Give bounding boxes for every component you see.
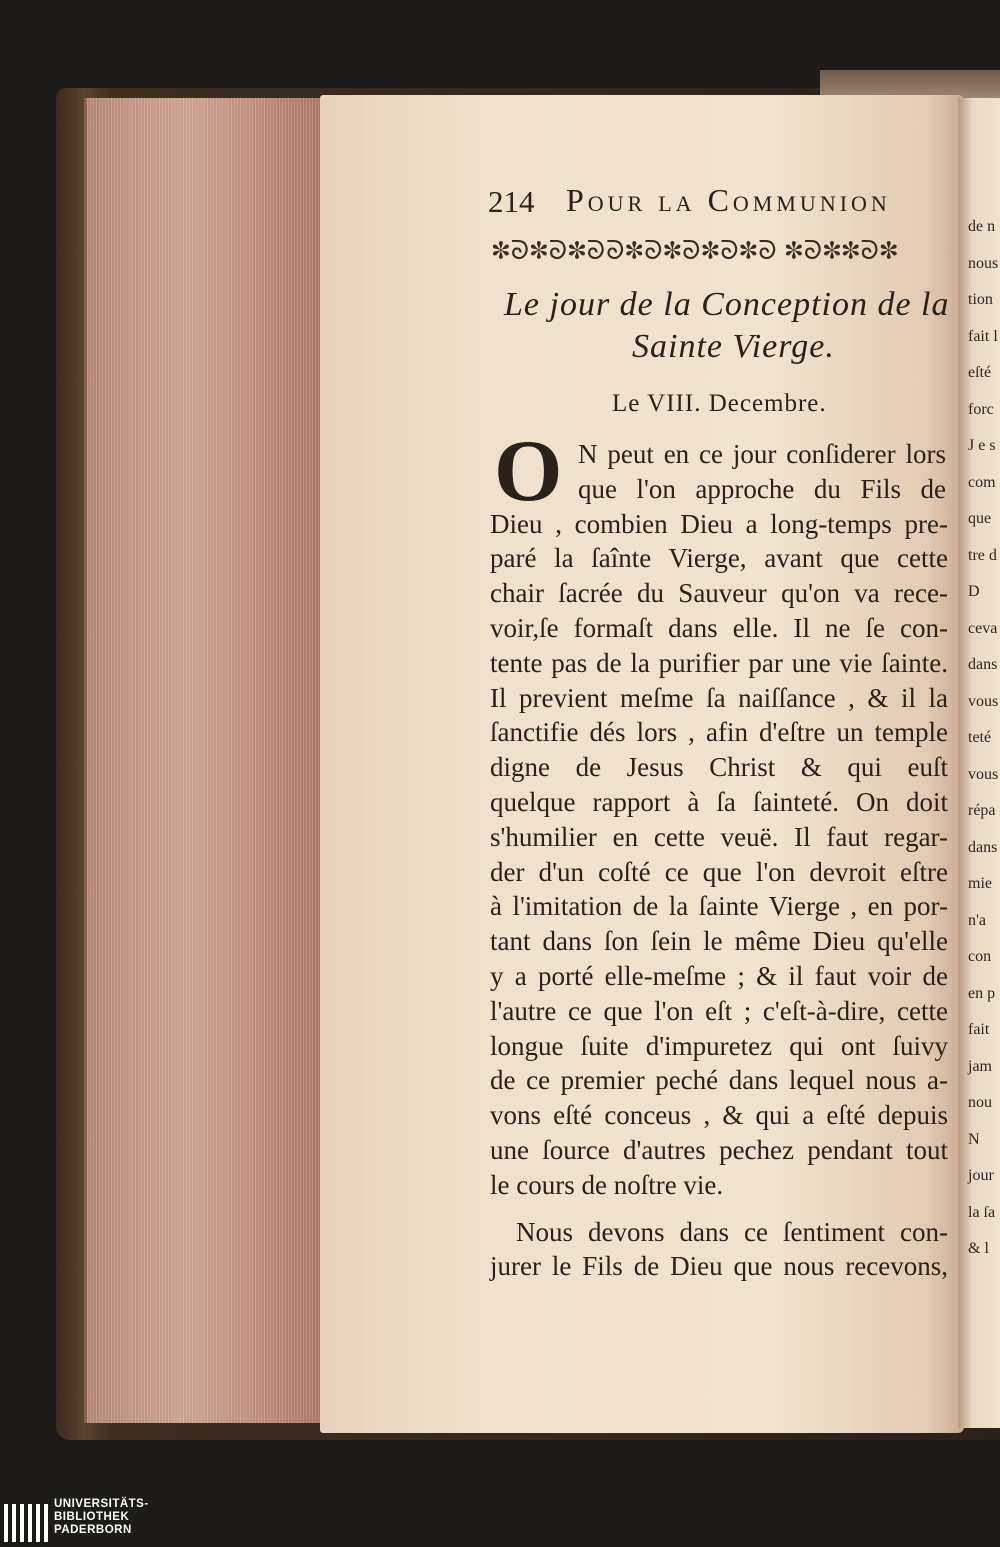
chapter-title-line-1: Le jour de la Conception de la	[504, 286, 950, 323]
facing-page-fragment: J e s	[968, 437, 996, 454]
facing-page	[958, 98, 1000, 1428]
facing-page-fragment: tion	[968, 291, 993, 308]
footer-bar	[0, 1500, 1000, 1547]
facing-page-fragment: répa	[968, 802, 996, 819]
facing-page-fragment: fait l	[968, 327, 998, 345]
page-block-edge	[84, 98, 327, 1423]
ornament-band: ✽ᘐ✽ᘐ✽ᘐᘐ✽ᘐ✽ᘐ✽ᘐ✽ᘐ ✽ᘐ✽✽ᘐ✽	[492, 236, 899, 265]
body-line: tente pas de la purifier par une vie ſainte.	[490, 647, 948, 678]
body-line: l'autre ce que l'on eſt ; c'eſt-à-dire, cette	[490, 995, 948, 1026]
facing-page-fragment: & l	[968, 1240, 989, 1257]
body-line: Dieu , combien Dieu a long-temps pre-	[490, 508, 948, 539]
body-line: digne de Jesus Christ & qui euſt	[490, 752, 948, 783]
facing-page-fragment: D	[968, 583, 980, 600]
body-line: le cours de noſtre vie.	[490, 1169, 724, 1200]
body-line: que l'on approche du Fils de	[578, 473, 946, 504]
library-logo-icon	[2, 1498, 50, 1544]
running-head: Pour la Communion	[566, 182, 891, 218]
facing-page-fragment: vous	[968, 692, 999, 710]
facing-page-fragment: com	[968, 473, 996, 491]
facing-page-fragment: n'a	[968, 911, 986, 929]
facing-page-fragment: mie	[968, 875, 992, 892]
facing-page-fragment: de n	[968, 218, 996, 235]
facing-page-fragment: ceva	[968, 619, 998, 637]
cover-top-strip	[820, 70, 1000, 98]
facing-page-fragment: nou	[968, 1094, 992, 1111]
page-number: 214	[488, 184, 535, 219]
body-line: quelque rapport à ſa ſainteté. On doit	[490, 787, 948, 817]
body-line: Nous devons dans ce ſentiment con-	[516, 1216, 948, 1247]
facing-page-fragment: la ſa	[968, 1203, 996, 1221]
body-line: une ſource d'autres pechez pendant tout	[490, 1135, 948, 1165]
facing-page-fragment: dans	[968, 838, 998, 856]
facing-page-fragment: con	[968, 948, 992, 965]
facing-page-fragment: vous	[968, 765, 999, 783]
facing-page-fragment: en p	[968, 984, 996, 1002]
facing-page-fragment: que	[968, 510, 992, 527]
body-line: voir,ſe formaſt dans elle. Il ne ſe con-	[490, 613, 948, 643]
body-line: y a porté elle-meſme ; & il faut voir de	[490, 961, 948, 991]
drop-cap: O	[494, 423, 563, 520]
body-line: à l'imitation de la ſainte Vierge , en por-	[490, 891, 948, 922]
facing-page-fragment: forc	[968, 400, 994, 418]
facing-page-fragment: jam	[968, 1057, 992, 1075]
facing-page-fragment: nous	[968, 254, 999, 272]
body-line: der d'un coſté ce que l'on devroit eſtre	[490, 856, 948, 887]
body-line: chair ſacrée du Sauveur qu'on va rece-	[490, 578, 948, 609]
facing-page-fragment: jour	[968, 1167, 994, 1184]
body-line: paré la ſaînte Vierge, avant que cette	[490, 543, 948, 574]
facing-page-fragment: dans	[968, 656, 998, 673]
body-line: jurer le Fils de Dieu que nous recevons,	[490, 1251, 948, 1282]
chapter-date: Le VIII. Decembre.	[612, 390, 827, 417]
facing-page-fragment: fait	[968, 1021, 990, 1038]
body-line: s'humilier en cette veuë. Il faut regar-	[490, 821, 948, 852]
body-line: vons eſté conceus , & qui a eſté depuis	[490, 1100, 948, 1131]
body-line: de ce premier peché dans lequel nous a-	[490, 1065, 948, 1096]
chapter-title-line-2: Sainte Vierge.	[632, 328, 835, 365]
facing-page-fragment: tre d	[968, 546, 997, 564]
body-line: longue ſuite d'impuretez qui ont ſuivy	[490, 1030, 948, 1061]
facing-page-fragment: N	[968, 1130, 980, 1148]
facing-page-fragment: eſté	[968, 364, 992, 381]
body-line: Il previent meſme ſa naiſſance , & il la	[490, 682, 948, 713]
body-line: tant dans ſon ſein le même Dieu qu'elle	[490, 926, 948, 957]
facing-page-fragment: teté	[968, 729, 992, 746]
library-logo-text: UNIVERSITÄTS- BIBLIOTHEK PADERBORN	[54, 1498, 149, 1536]
body-line: N peut en ce jour conſiderer lors	[578, 439, 946, 469]
body-line: ſanctifie dés lors , afin d'eſtre un temple	[490, 717, 948, 748]
